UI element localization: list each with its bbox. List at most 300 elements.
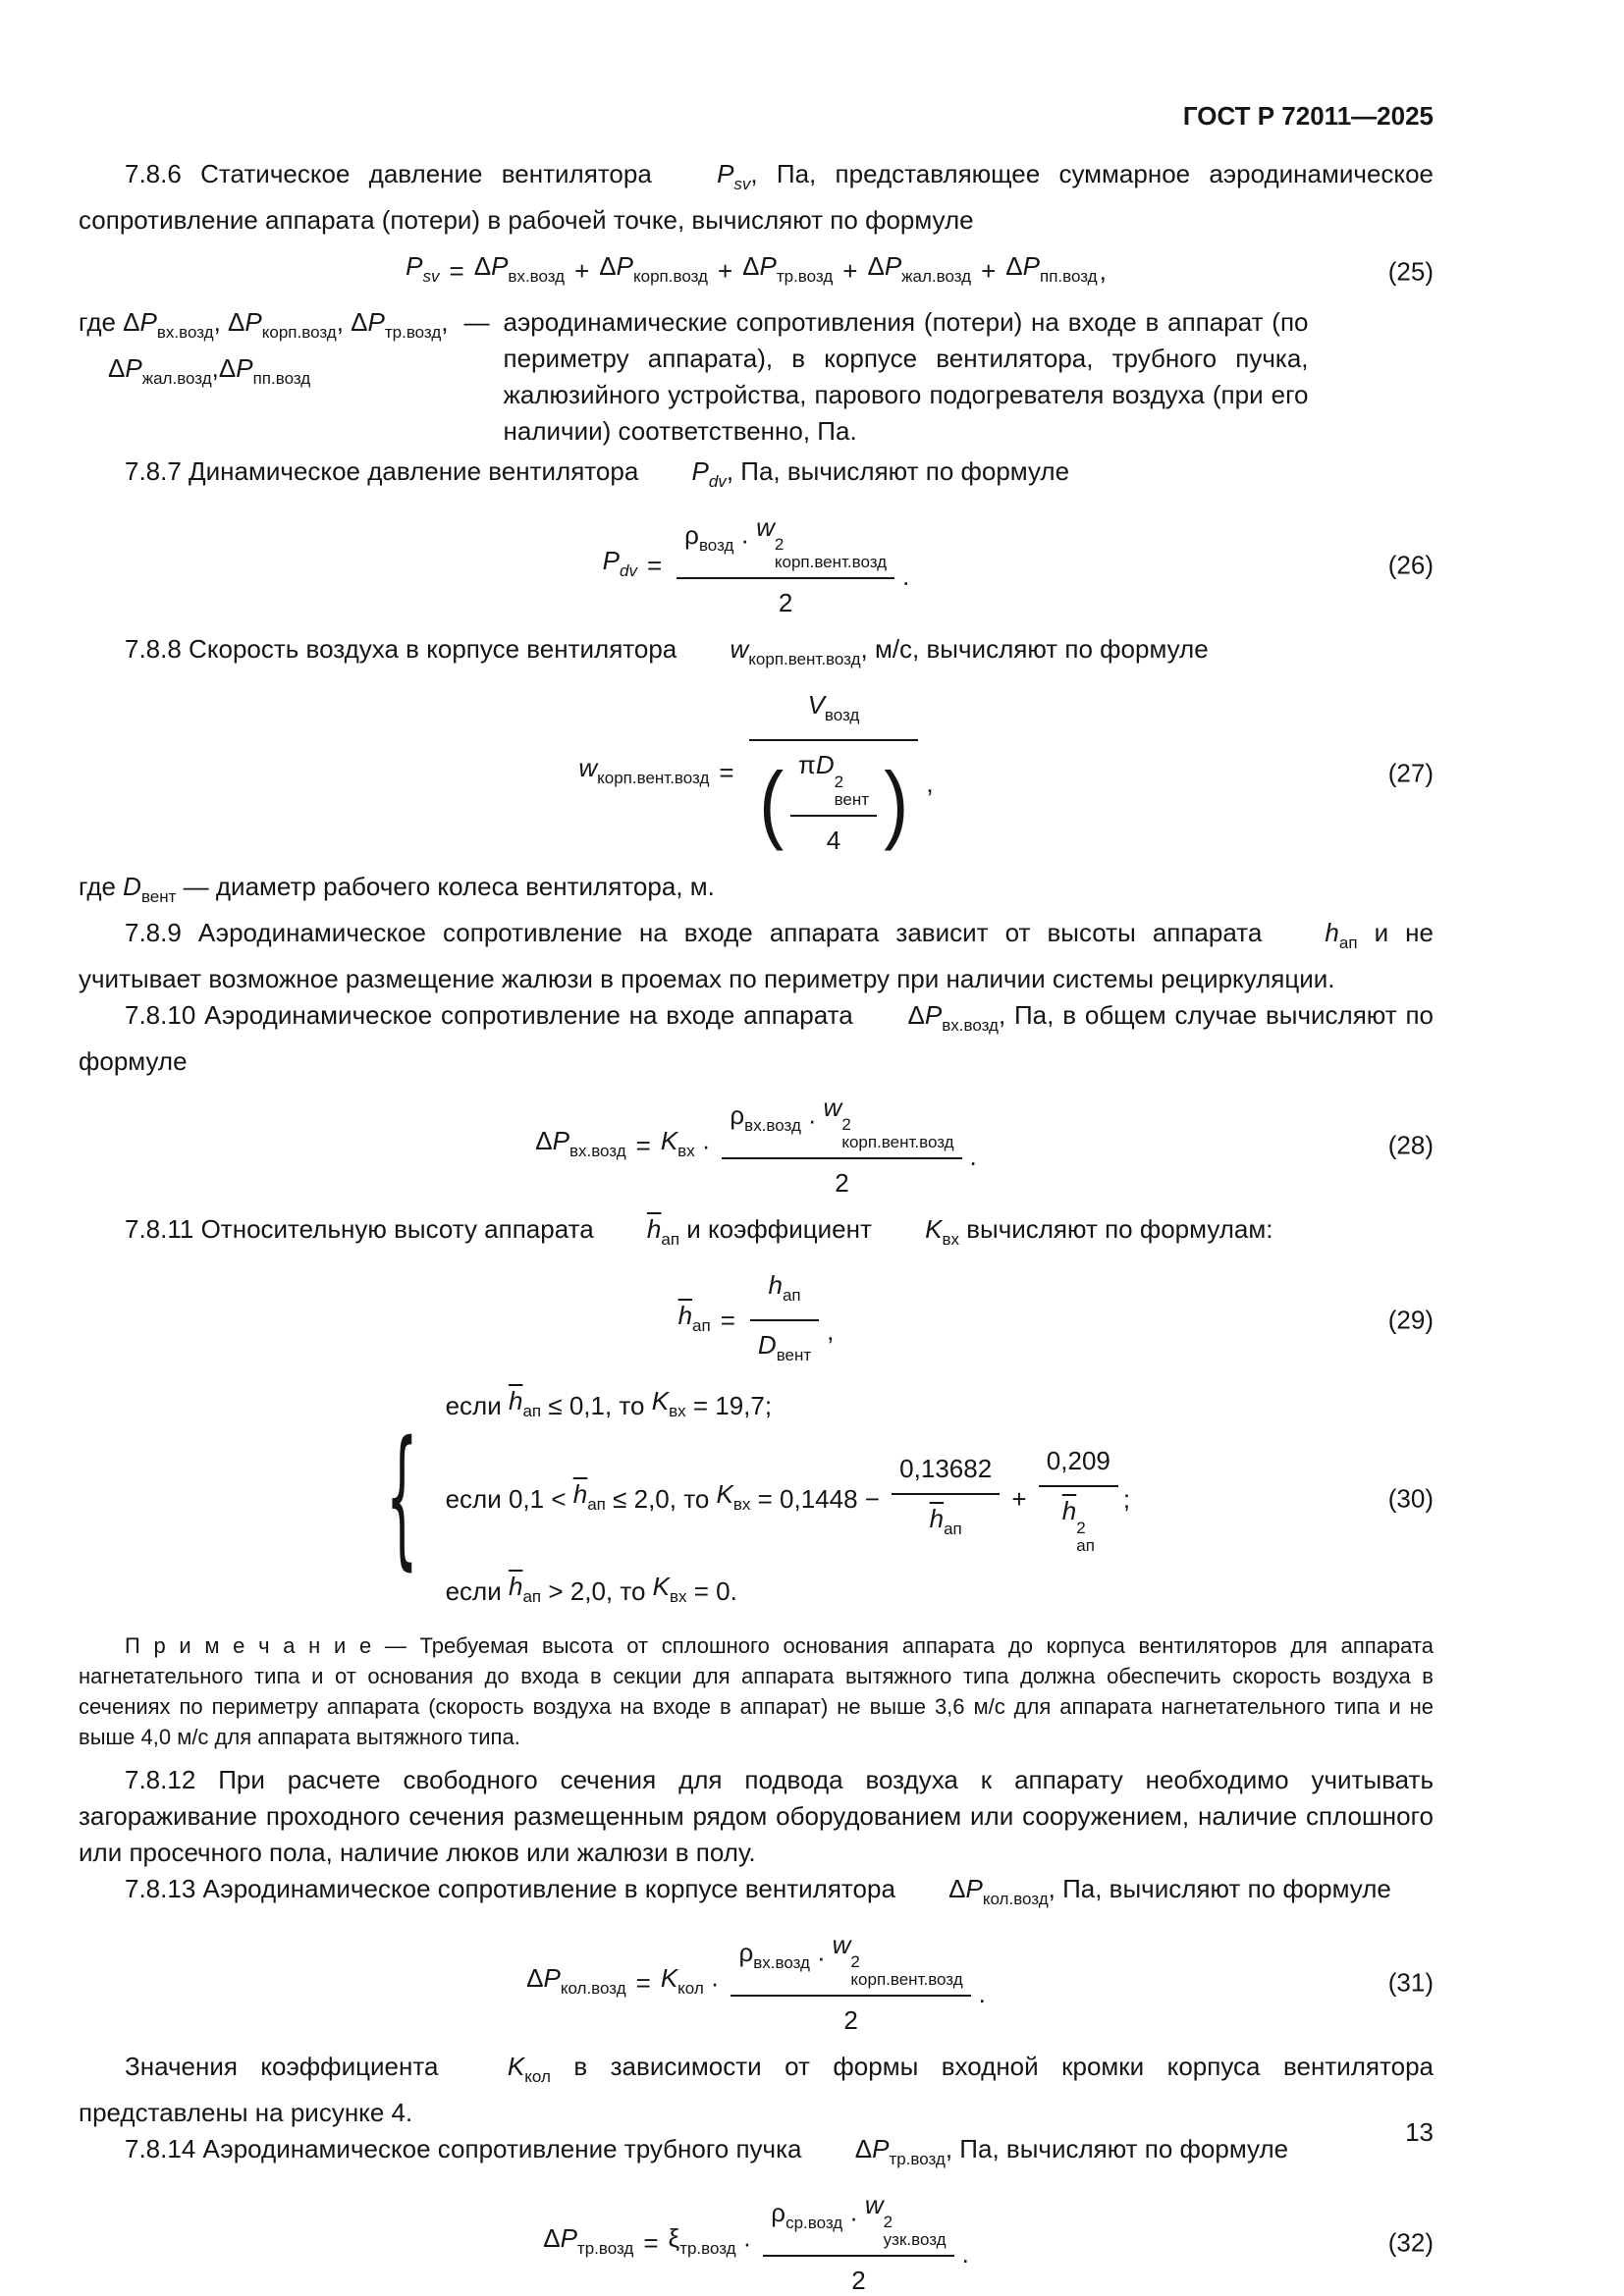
plus-sign: + [981, 256, 997, 286]
text-run: = 0. [686, 1576, 737, 1606]
sub-dv: dv [708, 472, 727, 491]
comma: , [213, 307, 229, 337]
equation-28 [79, 1090, 1434, 1201]
text-run: , Па, вычисляют по формуле [1048, 1874, 1391, 1903]
var-P: P [691, 456, 709, 486]
var-P: P [139, 307, 157, 337]
dot-operator: · [740, 525, 750, 555]
term-delta-p-zhal-vozd [867, 248, 971, 294]
term-h-bar-squared-ap [1062, 1493, 1095, 1555]
term-delta-p-tr-vozd [809, 2131, 946, 2177]
system-lines [446, 1383, 1131, 1615]
var-P: P [552, 1125, 569, 1155]
comma: , [926, 769, 934, 798]
term-k-kol [661, 1960, 704, 2006]
sup-sub-stack [884, 2214, 947, 2249]
fraction-denominator [892, 1493, 1000, 1547]
comma: , [827, 1315, 835, 1346]
var-P: P [965, 1874, 983, 1903]
sup-sub-stack [1076, 1520, 1095, 1555]
symbols-line-2 [79, 350, 449, 397]
term-h-bar-ap [678, 1298, 711, 1344]
sub-tr-vozd: тр.возд [384, 323, 442, 342]
fraction-denominator [722, 1157, 961, 1201]
var-D: D [815, 750, 835, 779]
sub-vx-vozd: вх.возд [568, 1141, 626, 1160]
var-P: P [759, 251, 777, 281]
term-w-squared-korp-vent [756, 509, 887, 571]
term-p-dv [603, 543, 637, 589]
text-run: — диаметр рабочего колеса вентилятора, м. [176, 872, 715, 901]
term-h-bar-ap [601, 1211, 679, 1257]
fraction-numerator [677, 509, 894, 577]
sub-kol-vozd: кол.возд [560, 1978, 626, 1998]
system-brace: { [385, 1412, 418, 1586]
sub-dv: dv [620, 561, 637, 580]
sub-vent: вент [834, 790, 870, 809]
text-run: 7.8.14 Аэродинамическое сопротивление трубного пучка [125, 2134, 809, 2163]
var-h-bar: $\overline{h}$ [508, 1386, 523, 1415]
sub-ap: ап [1076, 1536, 1095, 1555]
equation-25 [79, 248, 1434, 294]
equals-sign: = [646, 550, 663, 580]
term-v-vozd [808, 687, 860, 733]
text-run: и коэффициент [679, 1214, 880, 1244]
var-K: K [660, 1125, 678, 1155]
var-P: P [406, 251, 423, 281]
text-run: 7.8.7 Динамическое давление вентилятора [125, 456, 646, 486]
definition-text: аэродинамические сопротивления (потери) на входе в аппарат (по периметру аппарата), в корпусе вентилятора, трубного пучка, жалюзийного устройства, парового подогревателя воздуха (при его наличии) соответственно, Па. [503, 307, 1309, 446]
delta-symbol: Δ [473, 251, 492, 281]
term-k-kol [461, 2049, 551, 2095]
var-P: P [125, 353, 142, 383]
equation-27 [79, 687, 1434, 859]
sub-korp-vent-vozd: корп.вент.возд [597, 769, 710, 787]
delta-symbol: Δ [123, 307, 140, 337]
term-rho-vx-vozd [730, 1097, 801, 1144]
sub-zhal-vozd: жал.возд [901, 267, 972, 286]
symbols-line-1 [79, 304, 449, 350]
var-K: K [651, 1386, 670, 1415]
var-w: w [864, 2190, 884, 2219]
number-2: 2 [851, 2266, 866, 2295]
term-delta-p-korp-vozd [228, 304, 337, 350]
paragraph-7-8-10 [79, 997, 1434, 1080]
sub-vx: вх [669, 1402, 686, 1420]
fraction-denominator [1039, 1485, 1118, 1555]
dot-operator: · [816, 1943, 826, 1972]
sub-vent: вент [776, 1346, 812, 1364]
equation-30-body [382, 1383, 1130, 1615]
number-2: 2 [778, 588, 793, 617]
note-dash: — [371, 1633, 420, 1658]
sub-vozd: возд [824, 706, 860, 724]
delta-symbol: Δ [854, 2134, 873, 2163]
text-run: 7.8.6 Статическое давление вентилятора [125, 159, 672, 188]
sub-ap: ап [782, 1286, 801, 1305]
xi-symbol: ξ [668, 2222, 680, 2253]
superscript-2: 2 [841, 1115, 851, 1134]
sub-sr-vozd: ср.возд [785, 2214, 843, 2232]
superscript-2: 2 [1076, 1519, 1086, 1537]
note-text: Требуемая высота от сплошного основания аппарата до корпуса вентиляторов для аппарата нагнетательного типа и от основания до входа в секции для аппарата вытяжного типа должна обеспечить скорость воздуха в сечениях по периметру аппарата (скорость воздуха на входе в аппарат) не выше 3,6 м/с для аппарата нагнетательного типа и не выше 4,0 м/с для аппарата вытяжного типа. [79, 1633, 1434, 1749]
var-P: P [560, 2222, 577, 2253]
sub-kol: кол [524, 2067, 551, 2086]
term-p-sv [406, 248, 439, 294]
fraction-denominator [677, 577, 894, 621]
equation-number-29: (29) [1387, 1305, 1434, 1335]
comma: , [336, 307, 352, 337]
fraction-numerator [790, 747, 877, 815]
fraction [677, 509, 894, 621]
var-h-bar: $\overline{h}$ [508, 1572, 523, 1601]
paragraph-7-8-9 [79, 915, 1434, 997]
text-run: 7.8.11 Относительную высоту аппарата [125, 1214, 601, 1244]
equation-number-26: (26) [1387, 550, 1434, 580]
paragraph-7-8-12 [79, 1762, 1434, 1871]
term-d-vent [123, 869, 176, 915]
system-line-1 [446, 1383, 772, 1429]
fraction-denominator [749, 739, 919, 859]
dot-operator: · [742, 2227, 752, 2258]
term-h-ap [1278, 915, 1357, 961]
term-p-dv [646, 454, 727, 500]
term-delta-p-zhal-vozd [108, 350, 212, 397]
var-P: P [236, 353, 253, 383]
equation-30 [79, 1383, 1434, 1615]
term-k-vx [661, 1123, 695, 1169]
fraction [1039, 1443, 1118, 1555]
text-run: ≤ 0,1, то [541, 1391, 652, 1420]
equation-26 [79, 509, 1434, 621]
equation-number-28: (28) [1387, 1130, 1434, 1160]
text-run: где [79, 872, 124, 901]
definition-dash: — [463, 307, 490, 337]
plus-sign: + [574, 256, 590, 286]
paragraph-7-8-8 [79, 631, 1434, 677]
rho-symbol: ρ [738, 1938, 754, 1967]
sub-kol: кол [677, 1978, 704, 1998]
text-run: и не учитывает возможное размещение жалюзи в проемах по периметру при наличии системы рециркуляции. [79, 918, 1434, 993]
delta-symbol: Δ [948, 1874, 966, 1903]
var-h-bar: $\overline{h}$ [646, 1214, 662, 1244]
term-d-vent [758, 1327, 811, 1373]
term-delta-p-kol-vozd [526, 1960, 626, 2006]
comma: , [441, 307, 449, 337]
term-rho-sr-vozd [771, 2195, 842, 2241]
definition-d-vent [79, 869, 1434, 915]
text-run: + [1004, 1483, 1034, 1514]
var-P: P [616, 251, 634, 281]
delta-symbol: Δ [228, 307, 245, 337]
dot-operator: · [849, 2203, 858, 2232]
period: . [978, 1978, 986, 2008]
term-h-bar-ap [509, 1569, 541, 1615]
sub-korp-vent-vozd: корп.вент.возд [841, 1133, 954, 1151]
term-delta-p-vx-vozd [535, 1123, 625, 1169]
sub-vozd: возд [698, 536, 734, 555]
var-K: K [716, 1478, 733, 1509]
text-run: Значения коэффициента [125, 2052, 461, 2081]
sub-sv: sv [733, 175, 751, 193]
delta-symbol: Δ [1005, 251, 1023, 281]
sub-korp-vent-vozd: корп.вент.возд [774, 553, 888, 571]
number-4: 4 [826, 826, 841, 855]
fraction [731, 1927, 970, 2039]
plus-sign: + [842, 256, 858, 286]
text-run: , Па, в общем случае вычисляют по формуле [79, 1000, 1434, 1076]
text-run: если 0,1 < [445, 1483, 573, 1514]
equation-number-25: (25) [1387, 256, 1434, 286]
text-run: , Па, вычисляют по формуле [945, 2134, 1289, 2163]
sub-vent: вент [140, 887, 177, 906]
equation-27-body [578, 687, 933, 859]
sub-vx: вх [670, 1587, 687, 1606]
rho-symbol: ρ [730, 1100, 745, 1130]
sub-vx-vozd: вх.возд [508, 267, 566, 286]
var-P: P [717, 159, 734, 188]
equals-sign: = [449, 256, 464, 286]
sub-vx: вх [732, 1494, 751, 1514]
equation-31 [79, 1927, 1434, 2039]
equation-31-body [526, 1927, 986, 2039]
number-2: 2 [835, 1168, 849, 1198]
term-rho-vozd [684, 517, 733, 563]
fraction-denominator [731, 1995, 970, 2039]
var-w: w [832, 1930, 851, 1959]
term-delta-p-kol-vozd [902, 1871, 1049, 1917]
fraction-denominator [790, 815, 877, 859]
sub-korp-vent-vozd: корп.вент.возд [850, 1970, 963, 1989]
var-P: P [1022, 251, 1040, 281]
var-w: w [756, 512, 775, 542]
var-K: K [925, 1214, 943, 1244]
text-run: 7.8.9 Аэродинамическое сопротивление на входе аппарата зависит от высоты аппарата [125, 918, 1279, 947]
sub-ap: ап [522, 1587, 542, 1606]
var-P: P [244, 307, 262, 337]
equals-sign: = [635, 1130, 651, 1160]
equation-26-body [603, 509, 910, 621]
plus-sign: + [717, 256, 733, 286]
sub-korp-vozd: корп.возд [633, 267, 708, 286]
term-pi-d-squared-vent [798, 747, 869, 809]
definition-block-25 [79, 304, 1434, 450]
var-w: w [823, 1093, 842, 1122]
text-run: где [79, 307, 124, 337]
text-run: в зависимости от формы входной кромки корпуса вентилятора представлены на рисунке 4. [79, 2052, 1435, 2127]
text-run: если [445, 1391, 509, 1420]
sub-ap: ап [1338, 934, 1358, 952]
delta-symbol: Δ [108, 353, 126, 383]
number: 0,209 [1046, 1446, 1110, 1475]
text-run: , м/с, вычисляют по формуле [860, 634, 1209, 664]
comma: , [1099, 256, 1107, 286]
sub-vx-vozd: вх.возд [156, 323, 214, 342]
delta-symbol: Δ [351, 307, 368, 337]
sub-pp-vozd: пп.возд [252, 369, 311, 388]
term-delta-p-vx-vozd [474, 248, 565, 294]
text-run: 7.8.12 При расчете свободного сечения для подвода воздуха к аппарату необходимо учитывать загораживание проходного сечения размещенным рядом оборудованием или сооружением, наличие сплошного или просечного пола, наличие люков или жалюзи в полу. [79, 1765, 1434, 1867]
text-run: ≤ 2,0, то [605, 1483, 717, 1514]
var-h-bar: $\overline{h}$ [1061, 1496, 1077, 1525]
term-k-vx [879, 1211, 959, 1257]
term-delta-p-korp-vozd [599, 248, 708, 294]
paragraph-7-8-6 [79, 156, 1434, 239]
term-h-bar-ap [509, 1383, 541, 1429]
var-P: P [491, 251, 509, 281]
term-delta-p-tr-vozd [543, 2220, 633, 2267]
var-h-bar: $\overline{h}$ [929, 1504, 945, 1533]
sub-ap: ап [692, 1315, 711, 1335]
term-delta-p-pp-vozd [1005, 248, 1097, 294]
var-w: w [578, 753, 598, 782]
sub-ap: ап [587, 1494, 606, 1514]
term-w-squared-korp-vent [824, 1090, 954, 1151]
equation-32-body [543, 2187, 969, 2296]
paragraph-7-8-14 [79, 2131, 1434, 2177]
term-k-vx [652, 1383, 686, 1429]
left-paren: ( [758, 754, 784, 851]
var-K: K [507, 2052, 525, 2081]
equals-sign: = [720, 1305, 735, 1335]
var-K: K [660, 1962, 678, 1993]
sub-tr-vozd: тр.возд [889, 2150, 946, 2168]
var-P: P [543, 1962, 561, 1993]
sub-pp-vozd: пп.возд [1040, 267, 1098, 286]
delta-symbol: Δ [867, 251, 885, 281]
number: 0,13682 [899, 1454, 993, 1483]
delta-symbol: Δ [742, 251, 760, 281]
fraction [763, 2187, 953, 2296]
var-h: h [768, 1270, 783, 1300]
delta-symbol: Δ [543, 2222, 561, 2253]
var-P: P [872, 2134, 890, 2163]
period: . [961, 2238, 969, 2269]
equals-sign: = [635, 1967, 651, 1998]
text-run: > 2,0, то [541, 1576, 653, 1606]
sub-tr-vozd: тр.возд [776, 267, 834, 286]
term-k-vx [717, 1476, 751, 1522]
sub-ap: ап [661, 1230, 680, 1249]
comma: , [211, 353, 219, 383]
delta-symbol: Δ [526, 1962, 544, 1993]
term-w-korp-vent-vozd [578, 750, 709, 796]
sub-ap: ап [944, 1520, 962, 1538]
text-run: ; [1122, 1483, 1131, 1514]
fraction [892, 1451, 1000, 1547]
sub-uzk-vozd: узк.возд [883, 2230, 947, 2249]
var-P: P [602, 545, 621, 575]
term-h-bar-ap [573, 1476, 606, 1522]
sup-sub-stack [850, 1953, 962, 1989]
text-run: если [445, 1576, 509, 1606]
term-w-korp-vent-vozd [684, 631, 861, 677]
var-h: h [1325, 918, 1339, 947]
var-V: V [807, 690, 825, 720]
right-paren: ) [884, 754, 909, 851]
text-run: 7.8.8 Скорость воздуха в корпусе вентилятора [125, 634, 684, 664]
system-line-2 [446, 1443, 1131, 1555]
sup-sub-stack [775, 536, 887, 571]
term-delta-p-tr-vozd [742, 248, 833, 294]
term-delta-p-pp-vozd [219, 350, 310, 397]
dot-operator: · [807, 1105, 817, 1135]
sub-vx-vozd: вх.возд [744, 1116, 801, 1135]
fraction-numerator [763, 2187, 953, 2255]
equals-sign: = [643, 2227, 659, 2258]
delta-symbol: Δ [535, 1125, 553, 1155]
sub-kol-vozd: кол.возд [982, 1890, 1049, 1908]
fraction-numerator [722, 1090, 961, 1157]
period: . [969, 1141, 977, 1171]
standard-designation: ГОСТ Р 72011—2025 [1182, 101, 1434, 131]
equals-sign: = [719, 758, 734, 787]
pi-symbol: π [797, 750, 816, 779]
rho-symbol: ρ [771, 2198, 786, 2227]
text-run: = 19,7; [685, 1391, 773, 1420]
sub-vx-vozd: вх.возд [753, 1953, 810, 1972]
equation-number-30: (30) [1387, 1483, 1434, 1514]
var-K: K [652, 1572, 670, 1601]
fraction-outer [749, 687, 919, 859]
superscript-2: 2 [883, 2213, 893, 2231]
superscript-2: 2 [850, 1952, 860, 1971]
equation-28-body [535, 1090, 977, 1201]
equation-number-31: (31) [1387, 1967, 1434, 1998]
paragraph-figure-4-reference [79, 2049, 1434, 2131]
var-P: P [367, 307, 385, 337]
fraction-numerator [731, 1927, 970, 1995]
fraction-inner [790, 747, 877, 859]
sup-sub-stack [835, 774, 869, 809]
fraction-denominator [750, 1319, 819, 1373]
delta-symbol: Δ [907, 1000, 925, 1030]
term-delta-p-vx-vozd [123, 304, 213, 350]
sub-vx-vozd: вх.возд [942, 1016, 999, 1035]
note-paragraph [79, 1630, 1434, 1752]
fraction-denominator [763, 2255, 953, 2296]
sup-sub-stack [841, 1116, 953, 1151]
equation-25-body [406, 248, 1107, 294]
number-2: 2 [843, 2005, 858, 2035]
term-xi-tr-vozd [669, 2220, 736, 2267]
rho-symbol: ρ [684, 520, 699, 550]
text-run: , Па, представляющее суммарное аэродинамическое сопротивление аппарата (потери) в рабочей точке, вычисляют по формуле [79, 159, 1434, 235]
var-P: P [924, 1000, 943, 1030]
sub-ap: ап [522, 1402, 542, 1420]
period: . [902, 561, 910, 591]
text-run: 7.8.13 Аэродинамическое сопротивление в корпусе вентилятора [125, 1874, 903, 1903]
sub-tr-vozd: тр.возд [576, 2238, 634, 2258]
equation-number-27: (27) [1387, 758, 1434, 787]
definition-symbols [79, 304, 449, 397]
delta-symbol: Δ [218, 353, 237, 383]
paragraph-7-8-7 [79, 454, 1434, 500]
var-h-bar: $\overline{h}$ [677, 1300, 693, 1330]
sub-korp-vent-vozd: корп.вент.возд [748, 650, 861, 668]
equation-32 [79, 2187, 1434, 2296]
text-run: вычисляют по формулам: [958, 1214, 1273, 1244]
sub-vx: вх [942, 1230, 959, 1249]
fraction-numerator [800, 687, 868, 739]
fraction-numerator [1039, 1443, 1118, 1485]
term-delta-p-tr-vozd [351, 304, 441, 350]
term-h-bar-ap [930, 1501, 962, 1547]
term-p-sv [671, 156, 750, 202]
equation-29 [79, 1267, 1434, 1373]
term-w-squared-korp-vent [833, 1927, 963, 1989]
term-w-squared-uzk [865, 2187, 947, 2249]
